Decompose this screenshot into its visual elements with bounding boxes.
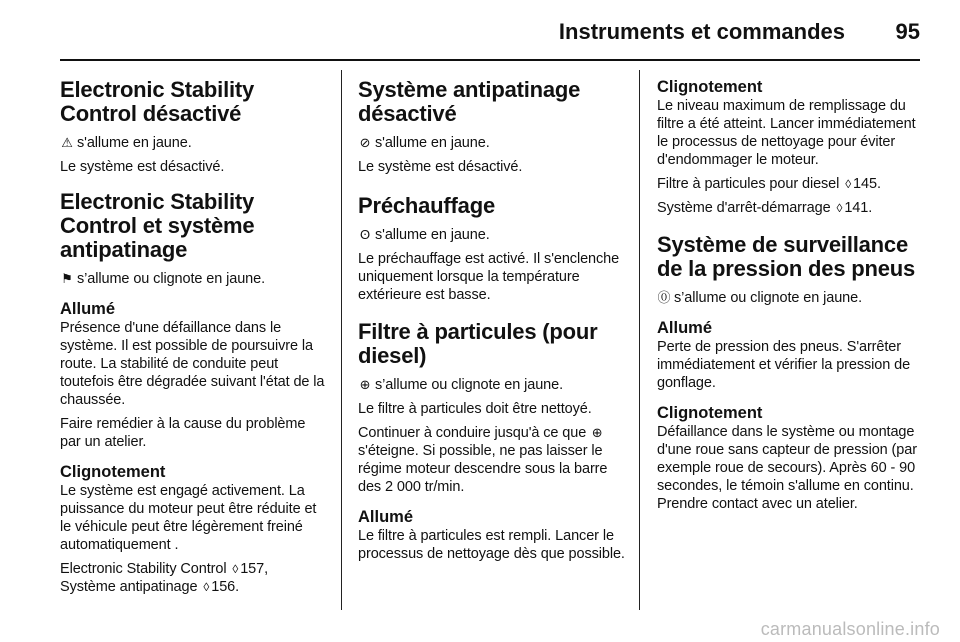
column-3 <box>657 76 925 618</box>
page-link[interactable]: 145. <box>853 176 881 192</box>
column-2 <box>358 76 626 618</box>
reference-arrow-icon: ◊ <box>836 201 843 215</box>
esc-tcs-heading: Electronic Stability Control et système antipatinage <box>60 189 255 262</box>
tcs-off-text-1: ⊘ s'allume en jaune. <box>359 135 490 151</box>
clignotement-text-1: Le niveau maximum de remplissage du filtre a été atteint. Lancer immédiatement le processus de nettoyage pour éviter d'endommager le moteur. <box>657 98 916 168</box>
tcs-off-text-2: Le système est désactivé. <box>358 159 523 175</box>
tcs-off-heading: Système antipatinage désactivé <box>358 77 581 126</box>
esc-off-text-2: Le système est désactivé. <box>60 159 225 175</box>
cross-reference: Système d'arrêt-démarrage ◊ 141. <box>657 200 873 216</box>
allume-text-1: Le filtre à particules est rempli. Lancer le processus de nettoyage dès que possible. <box>358 528 625 562</box>
allume-heading: Allumé <box>60 300 116 318</box>
allume-heading: Allumé <box>358 508 414 526</box>
tpms-text-1: ⓪ s’allume ou clignote en jaune. <box>657 290 863 306</box>
esc-off-text-1: ⚠ s'allume en jaune. <box>61 135 192 151</box>
page-link[interactable]: 156. <box>211 579 240 595</box>
page-number: 95 <box>895 19 920 44</box>
watermark: carmanualsonline.info <box>760 619 940 639</box>
esc-off-icon: ⚠ <box>61 135 73 150</box>
dpf-text-1: ⊕ s’allume ou clignote en jaune. <box>359 377 564 393</box>
dpf-text-3: Continuer à conduire jusqu'à ce que ⊕s'éteigne. Si possible, ne pas laisser le régime moteur descendre sous la barre des 2 000 tr/min. <box>358 425 608 495</box>
header-divider <box>60 59 920 61</box>
page-link[interactable]: 141. <box>844 200 873 216</box>
dpf-text-2: Le filtre à particules doit être nettoyé. <box>358 401 592 417</box>
allume-text-2: Faire remédier à la cause du problème par un atelier. <box>60 416 306 450</box>
page-header <box>0 0 960 62</box>
reference-arrow-icon: ◊ <box>232 562 239 576</box>
clignotement-heading: Clignotement <box>657 404 763 422</box>
reference-arrow-icon: ◊ <box>203 580 210 594</box>
dpf-icon: ⊕ <box>591 425 603 440</box>
glow-heading: Préchauffage <box>358 193 495 218</box>
clignotement-text-2: Défaillance dans le système ou montage d'une roue sans capteur de pression (par exemple roue de secours). Après 60 - 90 secondes, le témoin s'allume en continu. Prendre contact avec un atelier. <box>657 424 917 512</box>
tpms-heading: Système de surveillance de la pression des pneus <box>657 232 916 281</box>
tcs-off-icon: ⊘ <box>359 135 371 150</box>
esc-tcs-icon: ⚑ <box>61 271 73 286</box>
section-title: Instruments et commandes <box>558 19 845 44</box>
clignotement-heading: Clignotement <box>657 78 763 96</box>
allume-text-1: Perte de pression des pneus. S'arrêter immédiatement et vérifier la pression de gonflage. <box>657 339 911 391</box>
reference-arrow-icon: ◊ <box>845 177 852 191</box>
column-divider <box>341 70 342 610</box>
clignotement-text-1: Le système est engagé activement. La puissance du moteur peut être réduite et le véhicule peut être légèrement freiné automatiquement . <box>60 483 317 553</box>
esc-tcs-text-1: ⚑ s’allume ou clignote en jaune. <box>61 271 266 287</box>
allume-text-1: Présence d'une défaillance dans le système. Il est possible de poursuivre la route. La stabilité de conduite peut toutefois être dégradée suivant l'état de la chaussée. <box>60 320 325 408</box>
tpms-icon: ⓪ <box>657 290 671 305</box>
cross-reference: Electronic Stability Control ◊ 157, Système antipatinage ◊ 156. <box>60 561 269 595</box>
dpf-heading: Filtre à particules (pour diesel) <box>358 319 598 368</box>
glow-text-1: ʘ s'allume en jaune. <box>359 227 490 243</box>
page-link[interactable]: 157, <box>240 561 269 577</box>
esc-off-heading: Electronic Stability Control désactivé <box>60 77 255 126</box>
clignotement-heading: Clignotement <box>60 463 166 481</box>
glow-plug-icon: ʘ <box>359 227 370 242</box>
column-divider <box>639 70 640 610</box>
cross-reference: Filtre à particules pour diesel ◊ 145. <box>657 176 881 192</box>
dpf-icon: ⊕ <box>359 377 371 392</box>
column-1 <box>60 76 328 618</box>
glow-text-2: Le préchauffage est activé. Il s'enclenche uniquement lorsque la température extérieure est basse. <box>358 251 620 303</box>
allume-heading: Allumé <box>657 319 713 337</box>
